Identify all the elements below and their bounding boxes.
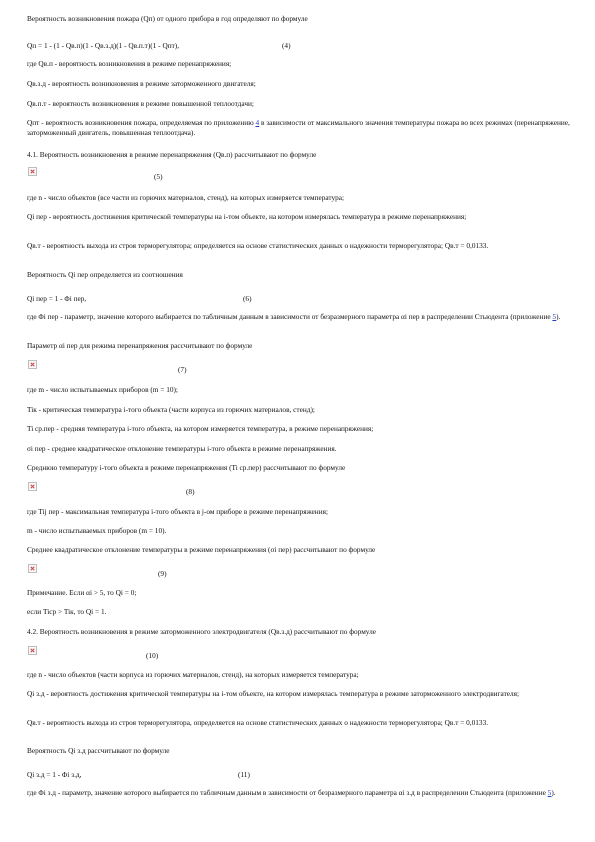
text-paragraph: где Tij пер - максимальная температура i-того объекта в j-ом приборе в режиме перенапряжения;	[27, 507, 328, 516]
equation-number: (4)	[282, 41, 291, 50]
text-span: ).	[556, 312, 561, 321]
text-span: где Φi пер - параметр, значение которого выбирается по табличным данным в зависимости от безразмерного параметра αi пер в распределении Стьюдента (приложение	[27, 312, 553, 321]
text-paragraph: где m - число испытываемых приборов (m = 10);	[27, 385, 178, 394]
section-heading: 4.1. Вероятность возникновения в режиме перенапряжения (Qв.п) рассчитывают по формуле	[27, 150, 317, 159]
text-span: ).	[551, 788, 556, 797]
text-paragraph: Qв.з.д - вероятность возникновения в режиме заторможенного двигателя;	[27, 79, 256, 88]
text-paragraph: Вероятность возникновения пожара (Qп) от одного прибора в год определяют по формуле	[27, 14, 308, 23]
broken-image-icon	[28, 564, 37, 573]
equation-number: (10)	[146, 651, 159, 660]
equation-number: (8)	[186, 487, 195, 496]
formula-line: Qi з.д = 1 - Φi з.д,	[27, 770, 82, 779]
text-paragraph: σi пер - среднее квадратическое отклонение температуры i-того объекта в режиме перенапряжения.	[27, 444, 337, 453]
text-paragraph	[27, 788, 572, 798]
text-paragraph: Tiк - критическая температура i-того объекта (части корпуса из горючих материалов, стенд);	[27, 405, 315, 414]
text-paragraph: Вероятность Qi пер определяется из соотношения	[27, 270, 183, 279]
formula-line: Qп = 1 - (1 - Qв.п)(1 - Qв.з.д)(1 - Qв.п.т)(1 - Qпт),	[27, 41, 180, 50]
text-paragraph: Примечание. Если αi > 5, то Qi = 0;	[27, 588, 137, 597]
text-paragraph: если Tiср > Tiк, то Qi = 1.	[27, 607, 107, 616]
text-paragraph: Qi пер - вероятность достижения критической температуры на i-том объекте, на котором измерялась температура в режиме перенапряжения;	[27, 212, 467, 221]
equation-number: (5)	[154, 172, 163, 181]
text-paragraph: Среднюю температуру i-того объекта в режиме перенапряжения (Ti ср.пер) рассчитывают по формуле	[27, 463, 346, 472]
text-paragraph: m - число испытываемых приборов (m = 10).	[27, 526, 167, 535]
text-span: в зависимости от максимального значения температуры пожара во всех режимах (перенапряжение, заторможенный двигатель, повышенная теплоотдача).	[27, 118, 570, 137]
text-paragraph: Среднее квадратическое отклонение температуры в режиме перенапряжения (σi пер) рассчитывают по формуле	[27, 545, 376, 554]
text-paragraph: Qi з.д - вероятность достижения критической температуры на i-том объекте, на котором измерялась температура в режиме заторможенного электродвигателя;	[27, 689, 520, 698]
text-span: Qпт - вероятность возникновения пожара, определяемая по приложению	[27, 118, 256, 127]
text-paragraph: Вероятность Qi з.д рассчитывают по формуле	[27, 746, 170, 755]
equation-number: (7)	[178, 365, 187, 374]
text-paragraph	[27, 312, 572, 322]
text-paragraph: Ti ср.пер - средняя температура i-того объекта, на котором измеряется температура, в режиме перенапряжения;	[27, 424, 374, 433]
text-paragraph: где n - число объектов (все части из горючих материалов, стенд), на которых измеряется температура;	[27, 193, 345, 202]
text-paragraph: Параметр αi пер для режима перенапряжения рассчитывают по формуле	[27, 341, 253, 350]
broken-image-icon	[28, 167, 37, 176]
appendix-link[interactable]: 5	[552, 312, 557, 321]
appendix-link[interactable]: 5	[547, 788, 552, 797]
equation-number: (11)	[238, 770, 250, 779]
text-paragraph: Qв.т - вероятность выхода из строя терморегулятора; определяется на основе статистических данных о надежности терморегулятора; Qв.т = 0,0133.	[27, 241, 489, 250]
text-paragraph: Qв.п.т - вероятность возникновения в режиме повышенной теплоотдачи;	[27, 99, 254, 108]
text-paragraph: Qв.т - вероятность выхода из строя терморегулятора, определяется на основе статистических данных о надежности терморегулятора; Qв.т = 0,0133.	[27, 718, 489, 727]
text-paragraph: где n - число объектов (части корпуса из горючих материалов, стенд), на которых измеряется температура;	[27, 670, 359, 679]
appendix-link[interactable]: 4	[255, 118, 260, 127]
equation-number: (6)	[243, 294, 252, 303]
broken-image-icon	[28, 360, 37, 369]
formula-line: Qi пер = 1 - Φi пер,	[27, 294, 87, 303]
section-heading: 4.2. Вероятность возникновения в режиме заторможенного электродвигателя (Qв.з.д) рассчитывают по формуле	[27, 627, 377, 636]
text-paragraph: где Qв.п - вероятность возникновения в режиме перенапряжения;	[27, 59, 232, 68]
text-paragraph	[27, 118, 572, 137]
broken-image-icon	[28, 482, 37, 491]
broken-image-icon	[28, 646, 37, 655]
text-span: где Φi з.д - параметр, значение которого выбирается по табличным данным в зависимости от безразмерного параметра αi з.д в распределении Стьюдента (приложение	[27, 788, 548, 797]
equation-number: (9)	[158, 569, 167, 578]
